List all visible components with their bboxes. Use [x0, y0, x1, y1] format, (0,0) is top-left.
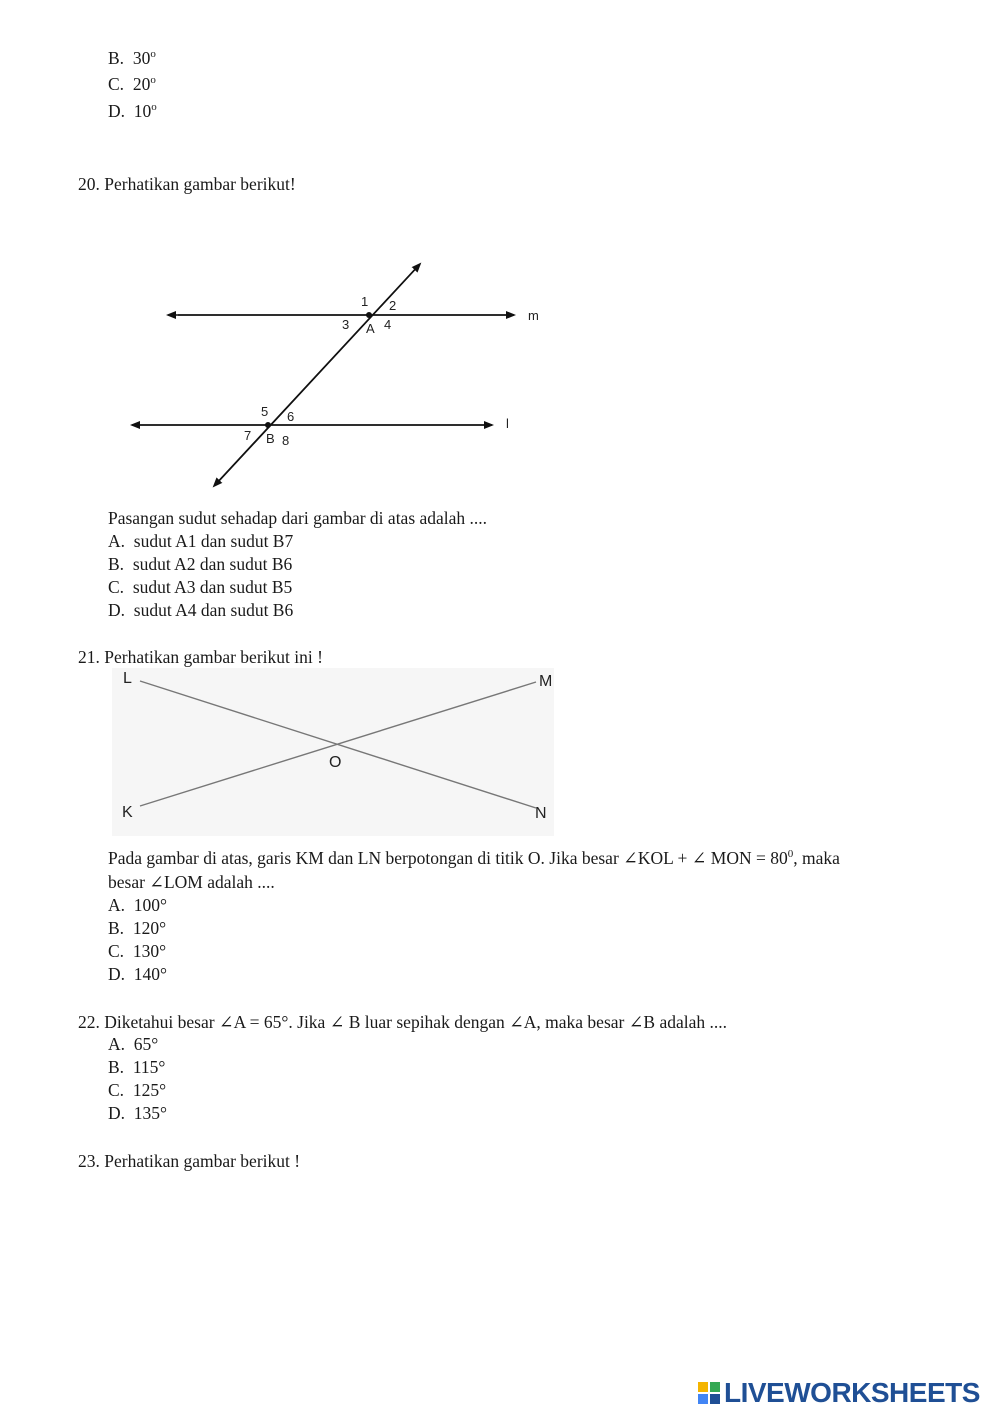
angle-a1-label: 1	[361, 294, 369, 309]
point-a-label: A	[366, 321, 375, 336]
point-k-label: K	[122, 804, 133, 821]
angle-a3-label: 3	[342, 317, 350, 332]
q20-prompt: 20. Perhatikan gambar berikut!	[78, 174, 296, 194]
angle-b6-label: 6	[287, 409, 295, 424]
liveworksheets-footer	[698, 1378, 980, 1408]
angle-b8-label: 8	[282, 433, 290, 448]
q20-option-d: D. sudut A4 dan sudut B6	[108, 600, 294, 620]
point-l-label: L	[123, 670, 132, 687]
angle-b7-label: 7	[244, 428, 252, 443]
angle-a2-label: 2	[389, 298, 397, 313]
line-l-label: l	[506, 416, 509, 431]
q22-option-a: A. 65°	[108, 1034, 159, 1054]
point-a-dot	[366, 312, 372, 318]
q21-option-a: A. 100°	[108, 895, 168, 915]
point-n-label: N	[535, 805, 547, 822]
q23-prompt: 23. Perhatikan gambar berikut !	[78, 1151, 301, 1171]
point-b-label: B	[266, 431, 275, 446]
q22-option-c: C. 125°	[108, 1080, 167, 1100]
angle-a4-label: 4	[384, 317, 392, 332]
q22-option-b: B. 115°	[108, 1057, 166, 1077]
q21-question-line1: Pada gambar di atas, garis KM dan LN berpotongan di titik O. Jika besar ∠KOL + ∠ MON = $80^0$, maka	[108, 848, 840, 868]
q21-prompt: 21. Perhatikan gambar berikut ini !	[78, 647, 323, 667]
q22-prompt: 22. Diketahui besar ∠A = 65°. Jika ∠ B luar sepihak dengan ∠A, maka besar ∠B adalah ....	[78, 1012, 727, 1032]
liveworksheets-logo-icon	[698, 1382, 720, 1404]
q20-option-c: C. sudut A3 dan sudut B5	[108, 577, 293, 597]
q21-option-c: C. 130°	[108, 941, 167, 961]
q21-option-b: B. 120°	[108, 918, 167, 938]
q20-option-a: A. sudut A1 dan sudut B7	[108, 531, 294, 551]
q19-option-c: C. 20$^o$	[108, 74, 156, 94]
q20-question: Pasangan sudut sehadap dari gambar di atas adalah ....	[108, 508, 488, 528]
point-m-label: M	[539, 673, 553, 690]
line-m-label: m	[528, 308, 539, 323]
angle-b5-label: 5	[261, 404, 269, 419]
q20-option-b: B. sudut A2 dan sudut B6	[108, 554, 293, 574]
q19-option-d: D. 10$^o$	[108, 101, 157, 121]
q21-option-d: D. 140°	[108, 964, 168, 984]
q19-option-b: B. 30$^o$	[108, 48, 156, 68]
q21-question-line2: besar ∠LOM adalah ....	[108, 872, 275, 892]
point-b-dot	[265, 422, 271, 428]
q22-option-d: D. 135°	[108, 1103, 168, 1123]
brand-name: LIVEWORKSHEETS	[724, 1377, 980, 1408]
point-o-label: O	[329, 754, 342, 771]
